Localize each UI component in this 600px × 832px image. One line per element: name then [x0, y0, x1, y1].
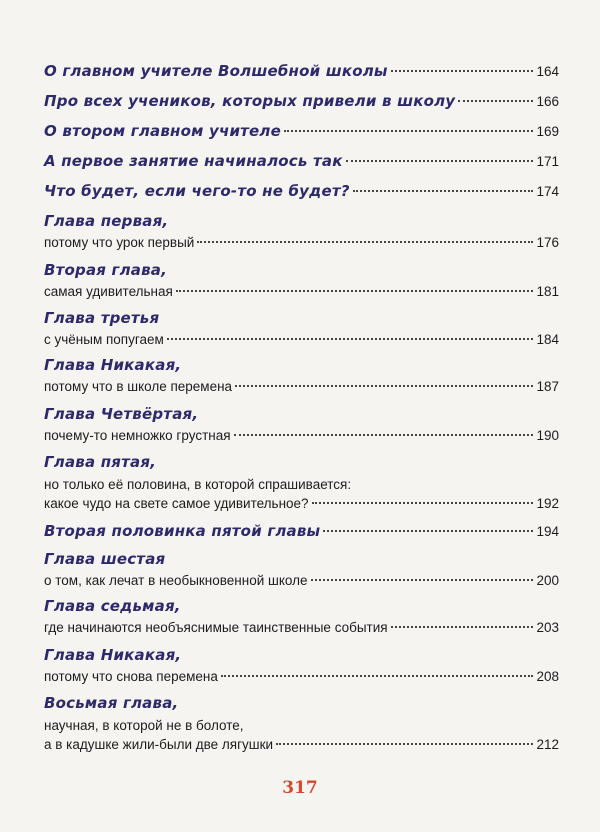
toc-page-number: 200: [536, 573, 559, 588]
chapter-title: Глава первая,: [44, 212, 169, 230]
toc-entry: [44, 522, 559, 540]
toc-entry: [44, 646, 559, 684]
dot-leader: [391, 70, 534, 72]
dot-leader: [284, 130, 533, 132]
chapter-title: Глава шестая: [44, 550, 166, 568]
toc-entry-row: [44, 620, 559, 635]
dot-leader: [323, 530, 533, 532]
toc-entry-row: [44, 332, 559, 347]
dot-leader: [221, 675, 534, 677]
toc-page-number: 190: [536, 428, 559, 443]
toc-page-number: 169: [536, 124, 559, 139]
chapter-title: Про всех учеников, которых привели в школу: [44, 92, 456, 110]
toc-entry-row: [44, 573, 559, 588]
toc-page-number: 192: [536, 496, 559, 511]
toc-entry: [44, 182, 559, 200]
chapter-subtitle: самая удивительная: [44, 284, 173, 299]
toc-entry: [44, 405, 559, 443]
chapter-subtitle: какое чудо на свете самое удивительное?: [44, 496, 309, 511]
dot-leader: [197, 241, 533, 243]
toc-entry-row: [44, 428, 559, 443]
dot-leader: [391, 626, 534, 628]
chapter-title: Вторая половинка пятой главы: [44, 522, 321, 540]
toc-entry: [44, 152, 559, 170]
toc-entry: [44, 356, 559, 394]
chapter-title: Глава седьмая,: [44, 597, 181, 615]
toc-entry: [44, 122, 559, 140]
toc-entry: [44, 92, 559, 110]
chapter-title: Глава Никакая,: [44, 646, 182, 664]
toc-entry: [44, 453, 559, 511]
chapter-subtitle: а в кадушке жили-были две лягушки: [44, 737, 274, 752]
chapter-title: Глава Четвёртая,: [44, 405, 199, 423]
toc-entry-row: [44, 62, 559, 80]
toc-entry: [44, 261, 559, 299]
chapter-subtitle: с учёным попугаем: [44, 332, 164, 347]
toc-page-number: 176: [536, 235, 559, 250]
toc-entry: [44, 694, 559, 752]
toc-entry-row: [44, 522, 559, 540]
toc-entry-row: [44, 152, 559, 170]
toc-page-number: 171: [536, 154, 559, 169]
dot-leader: [458, 100, 533, 102]
dot-leader: [167, 338, 534, 340]
dot-leader: [176, 290, 534, 292]
chapter-title: О втором главном учителе: [44, 122, 281, 140]
chapter-title: Глава третья: [44, 309, 160, 327]
toc-page-number: 212: [536, 737, 559, 752]
toc-entry: [44, 550, 559, 588]
chapter-subtitle: научная, в которой не в болоте,: [44, 718, 244, 733]
chapter-subtitle: потому что снова перемена: [44, 669, 218, 684]
chapter-subtitle: потому что в школе перемена: [44, 379, 233, 394]
toc-entry: [44, 62, 559, 80]
chapter-title: Вторая глава,: [44, 261, 168, 279]
chapter-title: А первое занятие начиналось так: [44, 152, 343, 170]
toc-entry: [44, 309, 559, 347]
dot-leader: [312, 502, 534, 504]
toc-entry: [44, 212, 559, 250]
toc-page-number: 184: [536, 332, 559, 347]
toc-page-number: 203: [536, 620, 559, 635]
dot-leader: [353, 190, 534, 192]
chapter-title: О главном учителе Волшебной школы: [44, 62, 388, 80]
dot-leader: [235, 385, 533, 387]
chapter-subtitle: почему-то немножко грустная: [44, 428, 231, 443]
chapter-subtitle: но только её половина, в которой спрашивается:: [44, 477, 352, 492]
dot-leader: [346, 160, 534, 162]
toc-page-number: 181: [536, 284, 559, 299]
toc-entry-row: [44, 379, 559, 394]
toc-entry-row: [44, 122, 559, 140]
chapter-subtitle: о том, как лечат в необыкновенной школе: [44, 573, 308, 588]
toc-page-number: 164: [536, 64, 559, 79]
chapter-title: Что будет, если чего-то не будет?: [44, 182, 350, 200]
toc-entry: [44, 597, 559, 635]
chapter-subtitle: где начинаются необъяснимые таинственные события: [44, 620, 388, 635]
chapter-title: Глава Никакая,: [44, 356, 182, 374]
toc-page-number: 208: [536, 669, 559, 684]
chapter-subtitle: потому что урок первый: [44, 235, 195, 250]
dot-leader: [276, 743, 533, 745]
toc-page-number: 187: [536, 379, 559, 394]
chapter-title: Восьмая глава,: [44, 694, 179, 712]
toc-page-number: 174: [536, 184, 559, 199]
chapter-title: Глава пятая,: [44, 453, 157, 471]
toc-page-number: 194: [536, 524, 559, 539]
toc-entry-row: [44, 669, 559, 684]
dot-leader: [234, 434, 534, 436]
toc-entry-row: [44, 284, 559, 299]
toc-page-number: 166: [536, 94, 559, 109]
page-number: 317: [282, 778, 318, 798]
toc-entry-row: [44, 92, 559, 110]
toc-entry-row: [44, 496, 559, 511]
toc-entry-row: [44, 235, 559, 250]
dot-leader: [311, 579, 534, 581]
toc-entry-row: [44, 182, 559, 200]
toc-entry-row: [44, 737, 559, 752]
